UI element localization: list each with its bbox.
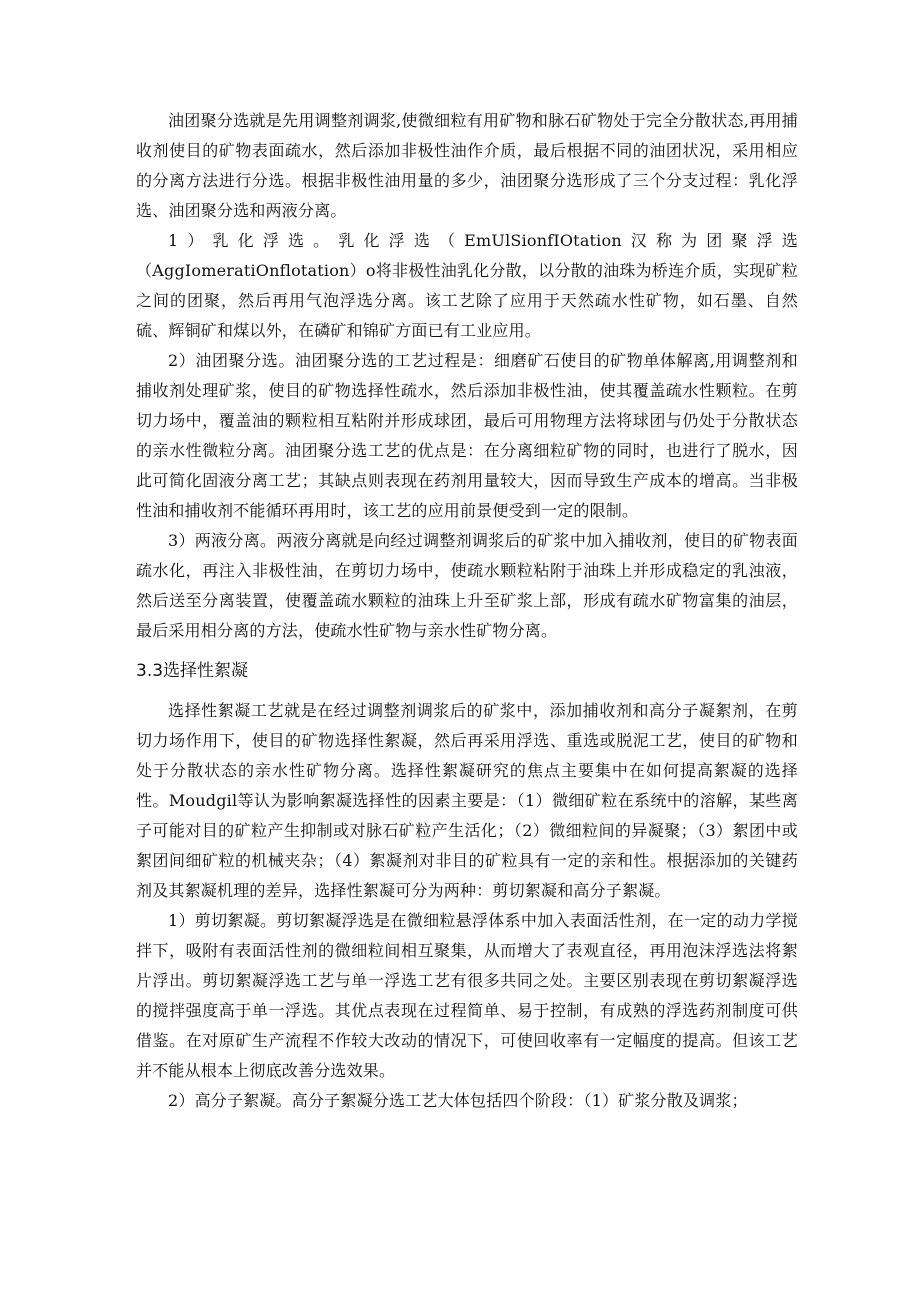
section-heading-selective-flocculation: 3.3选择性絮凝 bbox=[136, 661, 249, 681]
paragraph-oil-agglomeration-separation: 2）油团聚分选。油团聚分选的工艺过程是：细磨矿石使目的矿物单体解离,用调整剂和捕收剂处理矿浆，使目的矿物选择性疏水，然后添加非极性油，使其覆盖疏水性颗粒。在剪切力场中，覆盖油的颗粒相互粘附并形成球团，最后可用物理方法将球团与仍处于分散状态的亲水性微粒分离。油团聚分选工艺的优点是：在分离细粒矿物的同时，也进行了脱水，因此可简化固液分离工艺；其缺点则表现在药剂用量较大，因而导致生产成本的增高。当非极性油和捕收剂不能循环再用时，该工艺的应用前景便受到一定的限制。 bbox=[136, 351, 798, 520]
paragraph-oil-agglomeration-intro: 油团聚分选就是先用调整剂调浆,使微细粒有用矿物和脉石矿物处于完全分散状态,再用捕收剂使目的矿物表面疏水，然后添加非极性油作介质，最后根据不同的油团状况，采用相应的分离方法进行分选。根据非极性油用量的多少，油团聚分选形成了三个分支过程：乳化浮选、油团聚分选和两液分离。 bbox=[136, 111, 798, 220]
paragraph-polymer-flocculation: 2）高分子絮凝。高分子絮凝分选工艺大体包括四个阶段：（1）矿浆分散及调浆； bbox=[168, 1091, 748, 1110]
paragraph-emulsion-flotation: 1）乳化浮选。乳化浮选（EmUlSionfIOtation汉称为团聚浮选（AggIomeratiOnflotation）o将非极性油乳化分散，以分散的油珠为桥连介质，实现矿粒之间的团聚，然后再用气泡浮选分离。该工艺除了应用于天然疏水性矿物，如石墨、自然硫、辉铜矿和煤以外，在磷矿和锦矿方面已有工业应用。 bbox=[136, 231, 798, 340]
paragraph-shear-flocculation: 1）剪切絮凝。剪切絮凝浮选是在微细粒悬浮体系中加入表面活性剂，在一定的动力学搅拌下，吸附有表面活性剂的微细粒间相互聚集，从而增大了表观直径，再用泡沫浮选法将絮片浮出。剪切絮凝浮选工艺与单一浮选工艺有很多共同之处。主要区别表现在剪切絮凝浮选的搅拌强度高于单一浮选。其优点表现在过程简单、易于控制，有成熟的浮选药剂制度可供借鉴。在对原矿生产流程不作较大改动的情况下，可使回收率有一定幅度的提高。但该工艺并不能从根本上彻底改善分选效果。 bbox=[136, 911, 798, 1080]
document-page bbox=[136, 106, 798, 1116]
paragraph-two-liquid-separation: 3）两液分离。两液分离就是向经过调整剂调浆后的矿浆中加入捕收剂，使目的矿物表面疏水化，再注入非极性油，在剪切力场中，使疏水颗粒粘附于油珠上并形成稳定的乳浊液，然后送至分离装置，使覆盖疏水颗粒的油珠上升至矿浆上部，形成有疏水矿物富集的油层，最后采用相分离的方法，使疏水性矿物与亲水性矿物分离。 bbox=[136, 531, 798, 640]
paragraph-selective-flocculation-intro: 选择性絮凝工艺就是在经过调整剂调浆后的矿浆中，添加捕收剂和高分子凝絮剂，在剪切力场作用下，使目的矿物选择性絮凝，然后再采用浮选、重选或脱泥工艺，使目的矿物和处于分散状态的亲水性矿物分离。选择性絮凝研究的焦点主要集中在如何提高絮凝的选择性。Moudgil等认为影响絮凝选择性的因素主要是：（1）微细矿粒在系统中的溶解，某些离子可能对目的矿粒产生抑制或对脉石矿粒产生活化；（2）微细粒间的异凝聚；（3）絮团中或絮团间细矿粒的机械夹杂；（4）絮凝剂对非目的矿粒具有一定的亲和性。根据添加的关键药剂及其絮凝机理的差异，选择性絮凝可分为两种：剪切絮凝和高分子絮凝。 bbox=[136, 701, 798, 900]
